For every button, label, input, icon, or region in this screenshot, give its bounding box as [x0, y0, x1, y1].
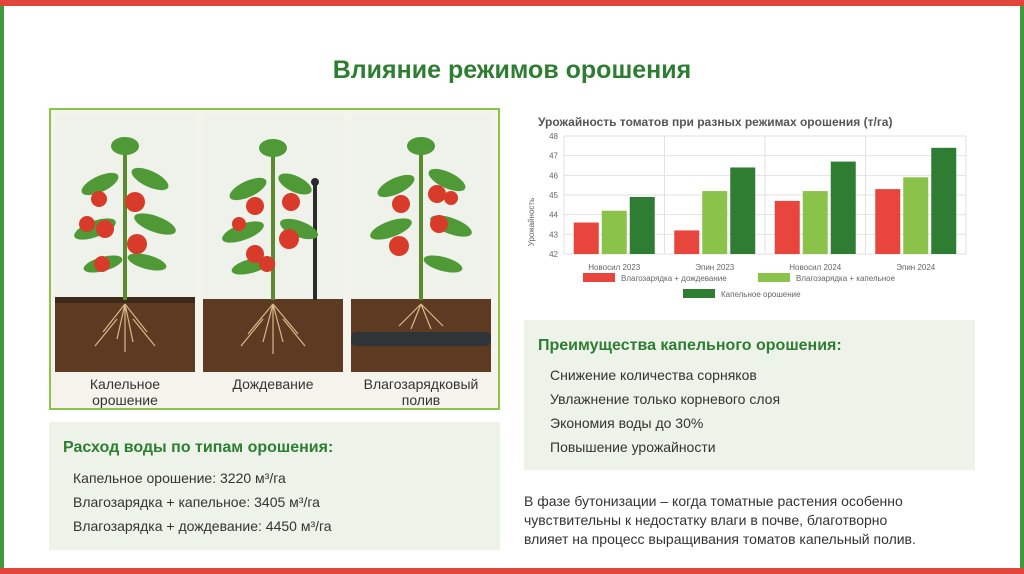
y-tick-label: 46	[549, 171, 558, 181]
bar	[574, 223, 599, 254]
page-title: Влияние режимов орошения	[332, 56, 692, 84]
water-item: Влагозарядка + дождевание: 4450 м³/га	[73, 518, 332, 534]
panel-sprinkling	[203, 114, 343, 408]
bar	[803, 191, 828, 254]
legend-swatch	[583, 273, 615, 282]
legend-swatch	[683, 289, 715, 298]
top-border	[0, 0, 1024, 6]
y-tick-label: 42	[549, 250, 558, 259]
water-item: Влагозарядка + капельное: 3405 м³/га	[73, 494, 320, 510]
bar	[775, 201, 800, 254]
note-line: чувствительны к недостатку влаги в почве, благотворно	[524, 512, 888, 528]
panel-label-drip	[55, 376, 195, 408]
y-tick-label: 44	[549, 210, 558, 220]
y-tick-label: 43	[549, 230, 558, 240]
tomato-plant-moisture-image	[351, 114, 491, 372]
chart-title: Урожайность томатов при разных режимах орошения (т/га)	[538, 115, 893, 129]
legend-label: Капельное орошение	[721, 290, 801, 299]
water-consumption-title: Расход воды по типам орошения:	[63, 439, 334, 456]
y-tick-label: 47	[549, 151, 558, 161]
right-border	[1020, 6, 1024, 568]
yield-chart	[528, 112, 988, 312]
x-tick-label: Эпин 2024	[896, 263, 936, 272]
advantage-item: Повышение урожайности	[550, 439, 716, 455]
bar	[931, 148, 956, 254]
note-line: В фазе бутонизации – когда томатные растения особенно	[524, 493, 903, 509]
y-tick-label: 48	[549, 132, 558, 141]
panel-moisture-charging	[351, 114, 491, 408]
y-tick-label: 45	[549, 191, 558, 200]
panel-label-sprinkling	[203, 376, 343, 392]
tomato-plant-sprinkling-image	[203, 114, 343, 372]
panel-label-line: Влагозарядковый	[363, 376, 479, 392]
panel-label-line: Калельное	[89, 376, 161, 392]
bar	[831, 162, 856, 254]
panel-label-line: орошение	[92, 392, 158, 408]
tomato-plant-drip-image	[55, 114, 195, 372]
bottom-border	[0, 568, 1024, 574]
left-border	[0, 6, 4, 568]
x-tick-label: Новосил 2024	[789, 263, 842, 272]
yield-chart-svg	[528, 112, 988, 312]
chart-legend	[583, 273, 896, 299]
advantage-item: Увлажнение только корневого слоя	[550, 391, 781, 407]
chart-y-axis-label: Урожайность	[527, 197, 536, 247]
panel-label-line: Дождевание	[232, 376, 314, 392]
bar	[630, 197, 655, 254]
panel-drip	[55, 114, 195, 408]
bar	[730, 167, 755, 254]
advantages-box	[524, 320, 975, 470]
water-consumption-box	[49, 422, 500, 550]
legend-label: Влагозарядка + капельное	[796, 274, 896, 283]
note-line: влияет на процесс выращивания томатов капельный полив.	[524, 531, 916, 547]
bar	[702, 191, 727, 254]
bar	[602, 211, 627, 254]
x-tick-label: Эпин 2023	[695, 263, 735, 272]
advantages-title: Преимущества капельного орошения:	[538, 337, 842, 354]
legend-swatch	[758, 273, 790, 282]
bar	[674, 230, 699, 254]
legend-label: Влагозарядка + дождевание	[621, 274, 727, 283]
bar	[903, 177, 928, 254]
water-item: Капельное орошение: 3220 м³/га	[73, 470, 286, 486]
bar	[875, 189, 900, 254]
advantage-item: Снижение количества сорняков	[550, 367, 757, 383]
panel-label-moisture-charging	[351, 376, 491, 408]
note-text	[524, 492, 984, 549]
advantage-item: Экономия воды до 30%	[550, 415, 704, 431]
x-tick-label: Новосил 2023	[588, 263, 641, 272]
panel-label-line: полив	[401, 392, 441, 408]
irrigation-illustration	[49, 108, 500, 410]
